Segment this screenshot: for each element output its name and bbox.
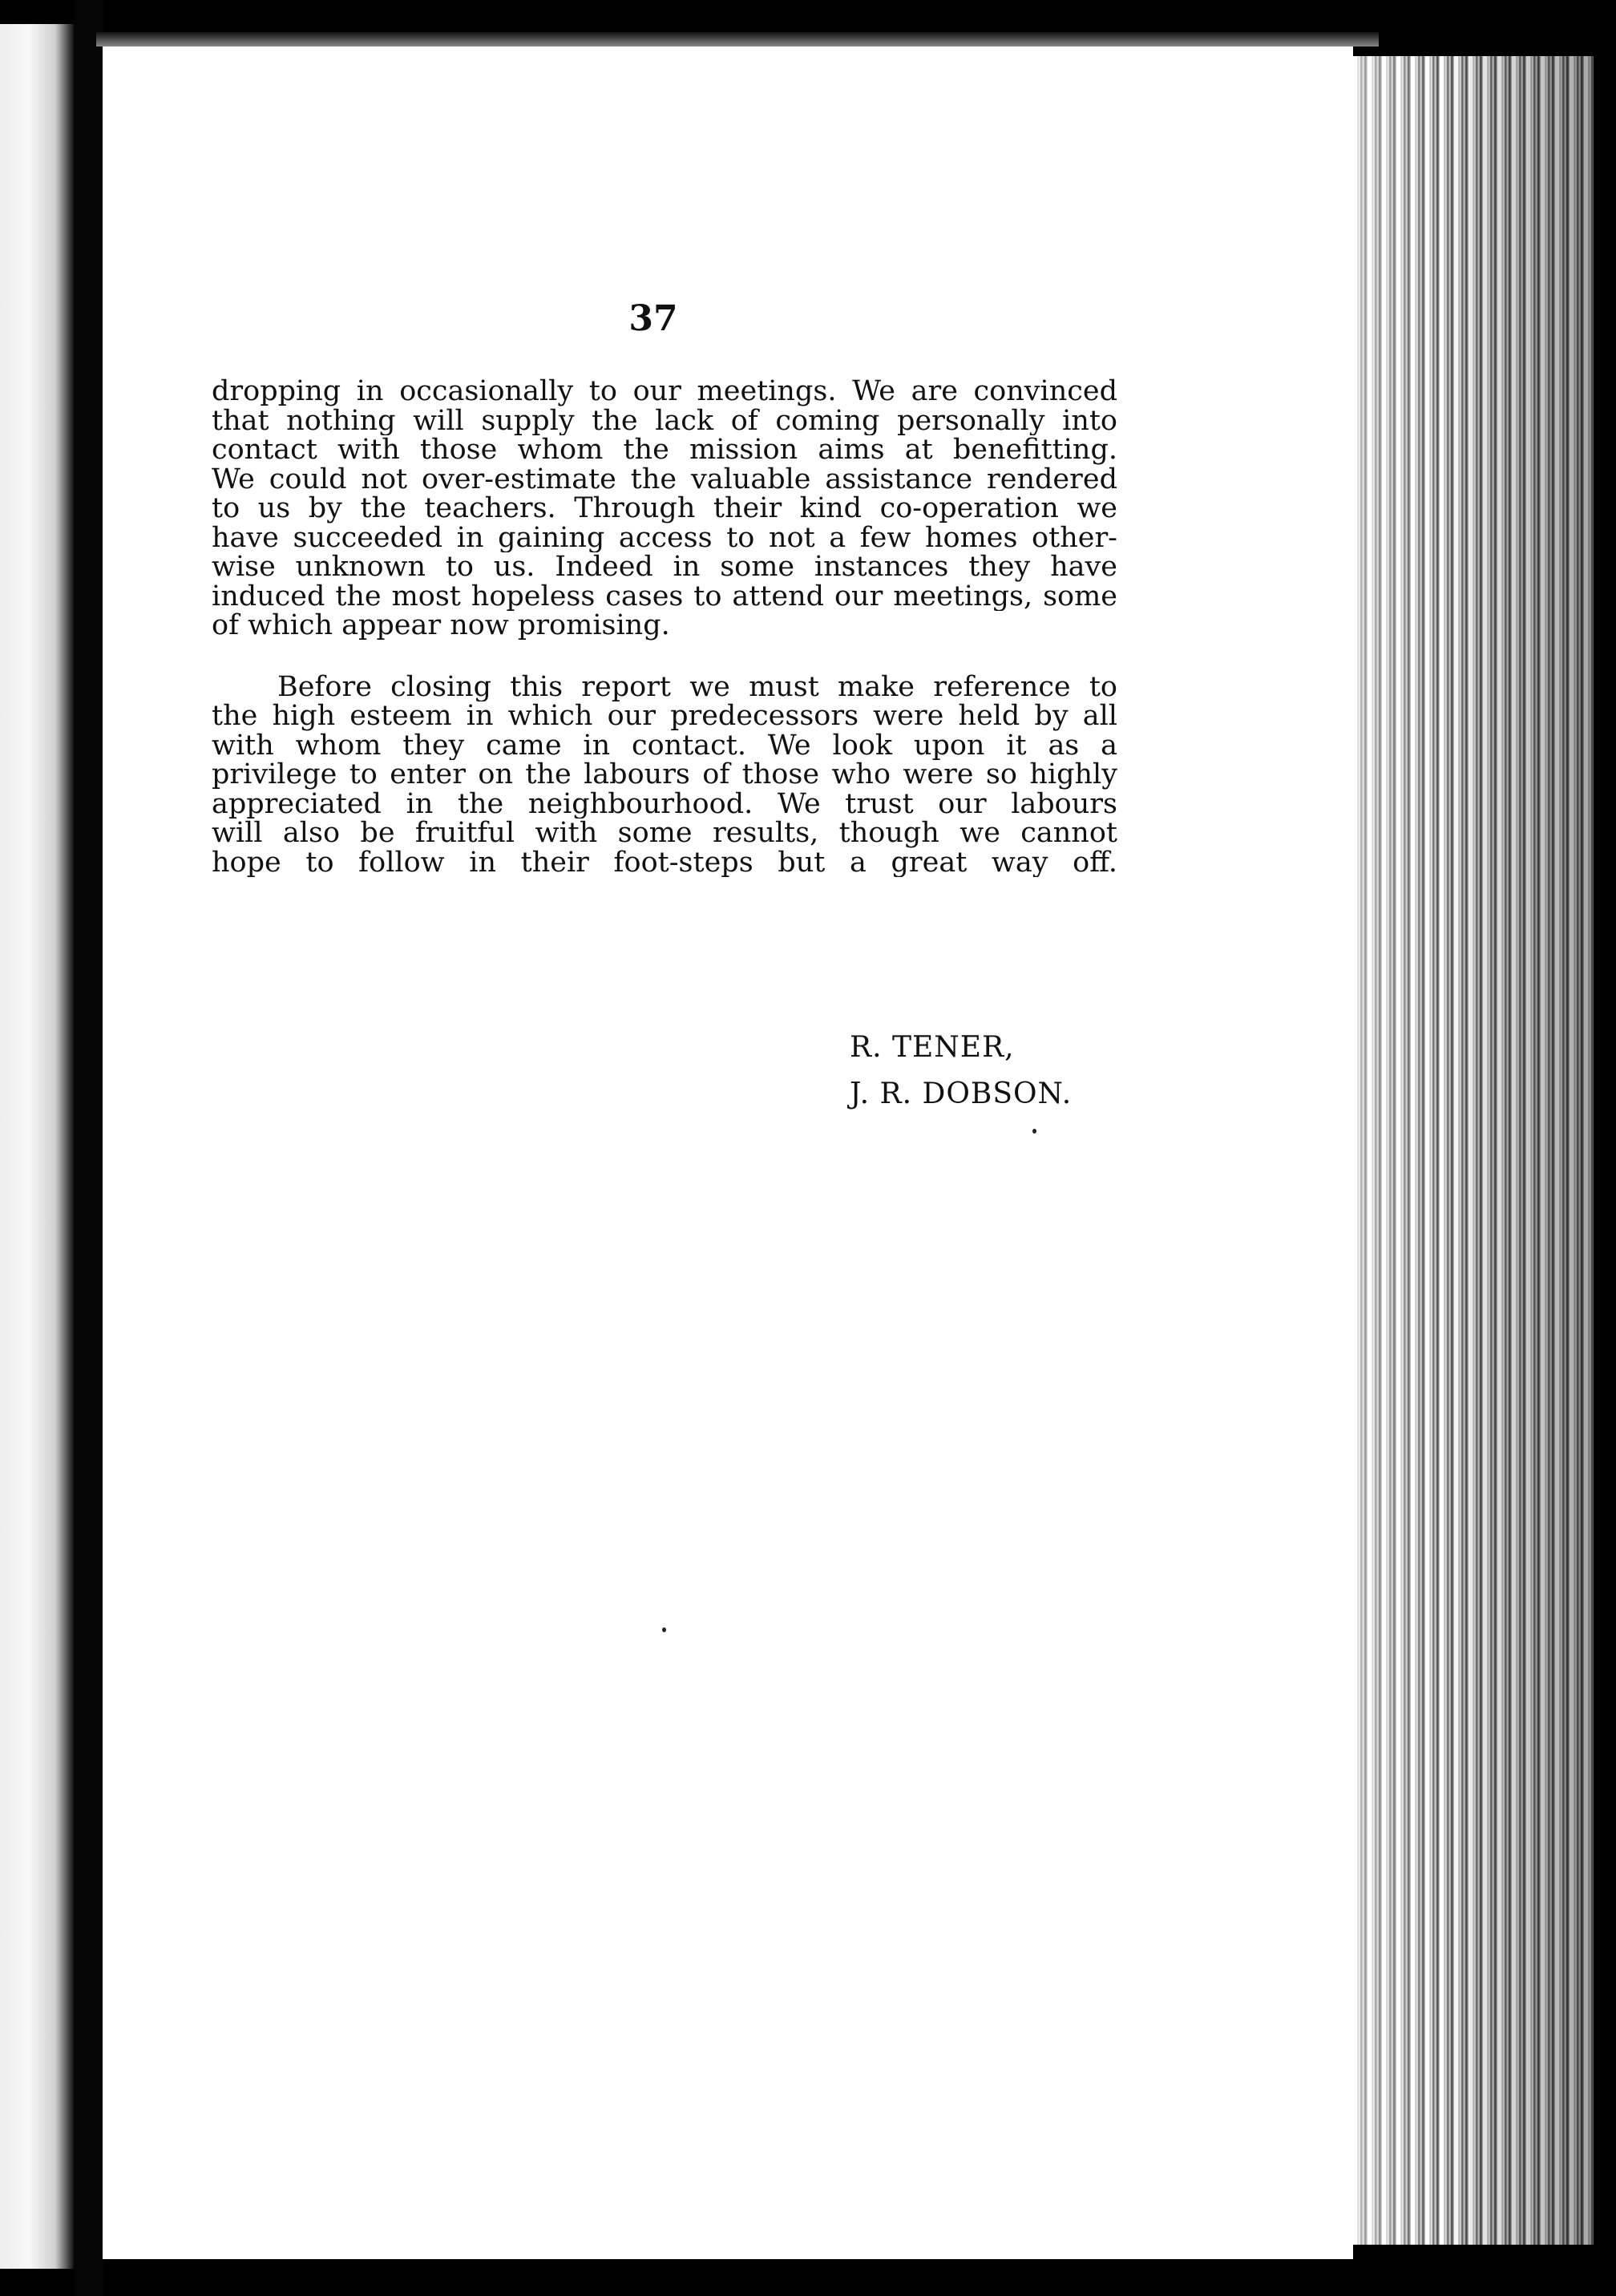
text-line: have succeeded in gaining access to not a few homes other-: [212, 523, 1117, 552]
text-line: will also be fruitful with some results, though we cannot: [212, 819, 1117, 848]
signatory-name: J. R. DOBSON.: [850, 1077, 1073, 1110]
left-page-edge: [0, 24, 74, 2269]
text-line: privilege to enter on the labours of those who were so highly: [212, 760, 1117, 790]
text-line: dropping in occasionally to our meetings. We are convinced: [212, 377, 1117, 406]
signature-block: [850, 1025, 1072, 1118]
text-line: hope to follow in their foot-steps but a great way off.: [212, 847, 1117, 877]
text-line: appreciated in the neighbourhood. We trust our labours: [212, 789, 1117, 819]
book-gutter: [74, 0, 104, 2296]
text-line: We could not over-estimate the valuable assistance rendered: [212, 464, 1117, 494]
print-speck: [1032, 1129, 1036, 1134]
top-page-edge: [96, 32, 1379, 46]
signatory-name: R. TENER,: [850, 1031, 1015, 1064]
text-line: wise unknown to us. Indeed in some instances they have: [212, 552, 1117, 582]
report-body: [212, 377, 1117, 877]
text-line: that nothing will supply the lack of coming personally into: [212, 406, 1117, 435]
paragraph-spacer: [212, 641, 1117, 673]
text-line: induced the most hopeless cases to attend our meetings, some: [212, 581, 1117, 611]
print-speck: [662, 1627, 666, 1632]
text-line: Before closing this report we must make reference to: [277, 672, 1117, 701]
page-stack-shading: [1353, 56, 1594, 2245]
text-line: of which appear now promising.: [212, 611, 670, 641]
text-line: with whom they came in contact. We look upon it as a: [212, 730, 1117, 760]
page-number: 37: [628, 298, 678, 339]
text-line: the high esteem in which our predecessors were held by all: [212, 701, 1117, 731]
text-line: to us by the teachers. Through their kind co-operation we: [212, 494, 1117, 523]
text-line: contact with those whom the mission aims at benefitting.: [212, 435, 1117, 465]
